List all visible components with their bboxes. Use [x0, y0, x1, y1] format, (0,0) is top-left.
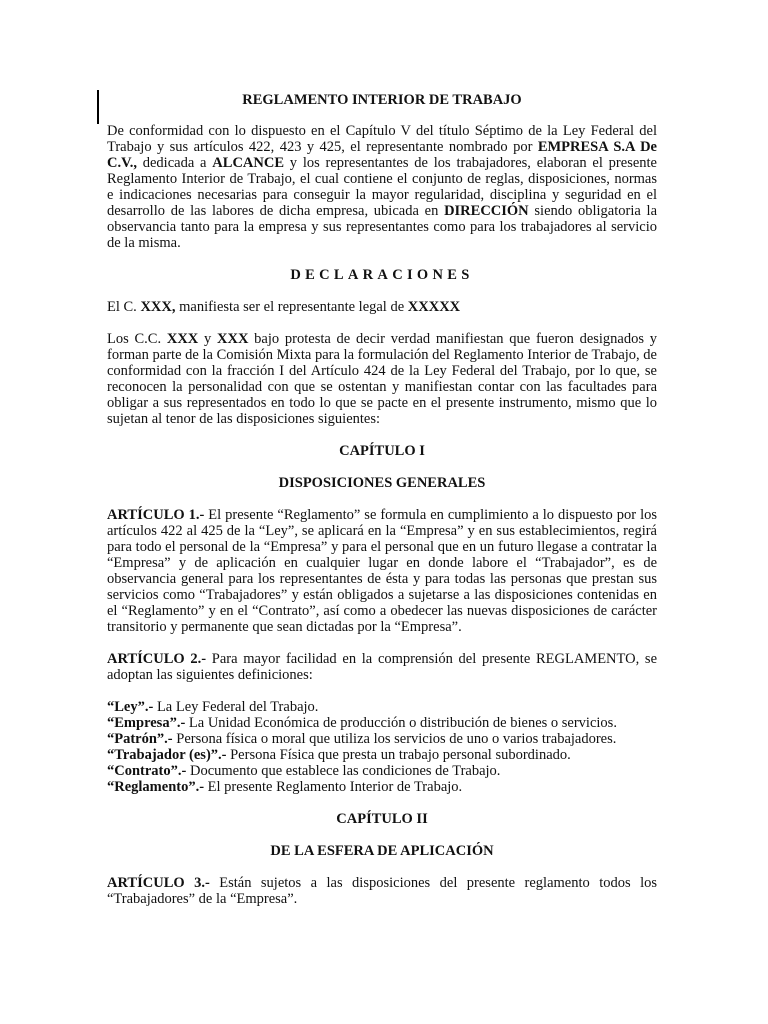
decl1-company: XXXXX	[407, 299, 461, 315]
declaration-2	[107, 331, 657, 427]
definition-text: Persona física o moral que utiliza los servicios de uno o varios trabajadores.	[172, 731, 617, 747]
article-3-label: ARTÍCULO 3.-	[107, 875, 210, 891]
declaration-1	[107, 299, 657, 315]
article-2	[107, 651, 657, 683]
declaraciones-heading: DECLARACIONES	[290, 267, 474, 283]
decl1-text-1: El C.	[107, 299, 141, 315]
definition-term: “Reglamento”.-	[107, 779, 205, 795]
intro-text-1: De conformidad con lo dispuesto en el Capítulo V del título Séptimo de la Ley Federal del Trabajo y sus artículos 422, 423 y 425, el representante nombrado por	[107, 123, 657, 155]
intro-paragraph	[107, 123, 657, 251]
definition-term: “Trabajador (es)”.-	[107, 747, 227, 763]
article-1	[107, 507, 657, 635]
definition-term: “Patrón”.-	[107, 731, 173, 747]
document-title: REGLAMENTO INTERIOR DE TRABAJO	[242, 92, 522, 108]
definition-item	[107, 731, 657, 747]
chapter-1-heading: CAPÍTULO I	[339, 443, 425, 459]
article-3	[107, 875, 657, 907]
definition-text: Documento que establece las condiciones de Trabajo.	[186, 763, 501, 779]
definition-text: Persona Física que presta un trabajo personal subordinado.	[226, 747, 571, 763]
chapter-2-heading: CAPÍTULO II	[336, 811, 428, 827]
definition-term: “Empresa”.-	[107, 715, 186, 731]
company-name: EMPRESA S.A De C.V.,	[107, 139, 657, 171]
definition-item	[107, 715, 657, 731]
intro-text-3: y los representantes de los trabajadores, elaboran el presente Reglamento Interior de Trabajo, el cual contiene el conjunto de reglas, disposiciones, normas e indicaciones necesarias para conseguir la mayor regularidad, disciplina y seguridad en el desarrollo de las labores de dicha empresa, ubicada en	[107, 155, 657, 219]
chapter-2-title: DE LA ESFERA DE APLICACIÓN	[270, 843, 494, 859]
definition-item	[107, 763, 657, 779]
definition-term: “Contrato”.-	[107, 763, 187, 779]
decl2-text-1: Los C.C.	[107, 331, 167, 347]
definition-item	[107, 699, 657, 715]
decl2-text-2: y	[198, 331, 218, 347]
article-1-label: ARTÍCULO 1.-	[107, 507, 205, 523]
intro-text-4: siendo obligatoria la observancia tanto para la empresa y sus representantes como para los trabajadores al servicio de la misma.	[107, 203, 657, 251]
text-cursor	[97, 90, 99, 124]
document-body[interactable]	[107, 92, 657, 923]
definitions-list	[107, 699, 657, 795]
decl2-name-1: XXX	[166, 331, 199, 347]
definition-item	[107, 747, 657, 763]
definition-term: “Ley”.-	[107, 699, 154, 715]
decl2-name-2: XXX	[217, 331, 249, 347]
definition-text: La Ley Federal del Trabajo.	[153, 699, 319, 715]
article-3-text: Están sujetos a las disposiciones del presente reglamento todos los “Trabajadores” de la “Empresa”.	[107, 875, 658, 907]
decl2-text-3: bajo protesta de decir verdad manifiestan que fueron designados y forman parte de la Comisión Mixta para la formulación del Reglamento Interior de Trabajo, de conformidad con la fracción I del Artículo 424 de la Ley Federal del Trabajo, por lo que, se reconocen la personalidad con que se ostentan y manifiestan contar con las facultades para obligar a sus representados en todo lo que se pacte en el presente instrumento, mismo que lo sujetan al tenor de las disposiciones siguientes:	[107, 331, 658, 427]
article-2-label: ARTÍCULO 2.-	[107, 651, 207, 667]
definition-text: El presente Reglamento Interior de Trabajo.	[204, 779, 463, 795]
decl1-representative: XXX,	[140, 299, 176, 315]
decl1-text-2: manifiesta ser el representante legal de	[175, 299, 408, 315]
company-address: DIRECCIÓN	[444, 203, 529, 219]
company-scope: ALCANCE	[212, 155, 284, 171]
chapter-1-title: DISPOSICIONES GENERALES	[278, 475, 486, 491]
article-2-text: Para mayor facilidad en la comprensión del presente REGLAMENTO, se adoptan las siguientes definiciones:	[107, 651, 657, 683]
article-1-text: El presente “Reglamento” se formula en cumplimiento a lo dispuesto por los artículos 422 al 425 de la “Ley”, se aplicará en la “Empresa” y en sus establecimientos, regirá para todo el personal de la “Empresa” y para el personal que en un futuro llegase a contratar la “Empresa” y de aplicación en cualquier lugar en donde labore el “Trabajador”, es de observancia general para los representantes de ésta y para todas las personas que prestan sus servicios como “Trabajadores” y están obligados a sujetarse a las disposiciones contenidas en el “Reglamento” y en el “Contrato”, así como a obedecer las nuevas disposiciones de carácter transitorio y permanente que sean dictadas por la “Empresa”.	[107, 507, 657, 635]
definition-item	[107, 779, 657, 795]
definition-text: La Unidad Económica de producción o distribución de bienes o servicios.	[185, 715, 617, 731]
intro-text-2: dedicada a	[136, 155, 213, 171]
